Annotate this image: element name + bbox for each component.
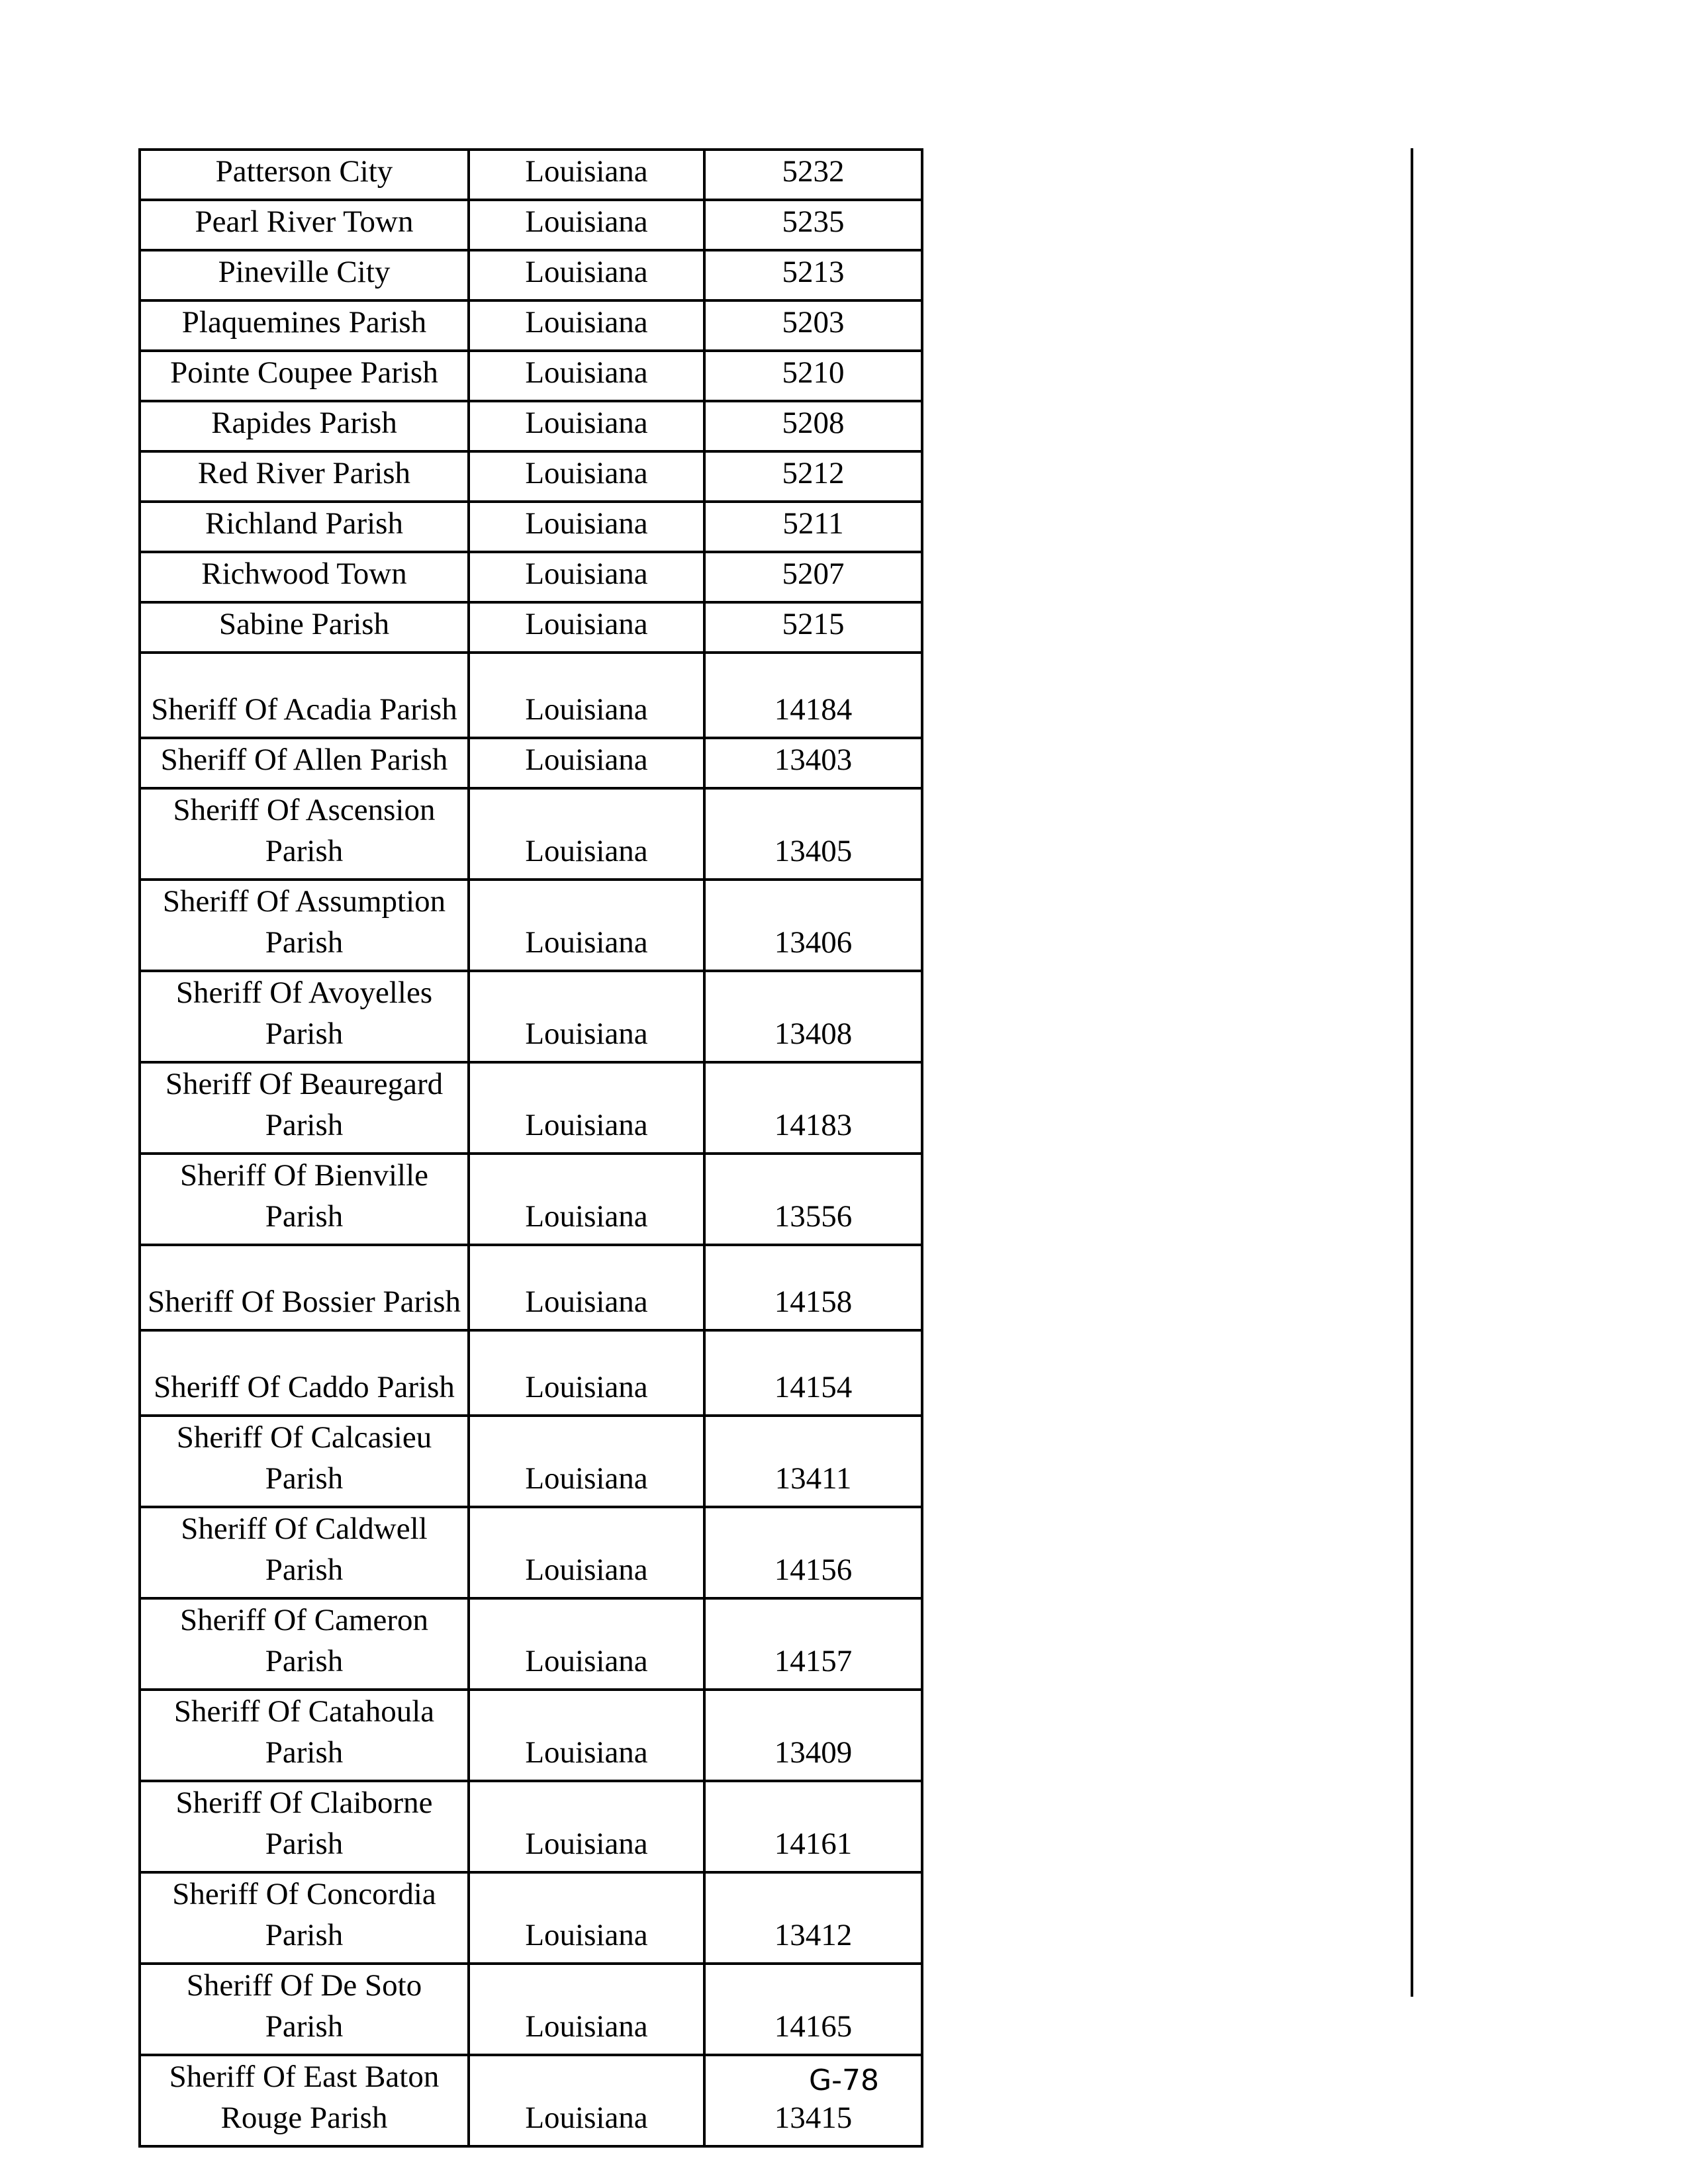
state-cell: Louisiana [469,1964,704,2055]
jurisdiction-name-cell: Pineville City [140,250,469,300]
jurisdiction-name-cell: Sheriff Of Concordia Parish [140,1872,469,1964]
state-cell: Louisiana [469,602,704,653]
jurisdiction-name-cell: Patterson City [140,150,469,200]
table-row [140,1690,922,1781]
code-cell: 14156 [704,1507,922,1598]
jurisdiction-name-cell: Sheriff Of Avoyelles Parish [140,971,469,1062]
jurisdiction-name-cell: Sheriff Of Allen Parish [140,738,469,788]
code-cell: 13556 [704,1154,922,1245]
code-cell: 13412 [704,1872,922,1964]
state-cell: Louisiana [469,1330,704,1416]
table-row [140,1598,922,1690]
table-row [140,1964,922,2055]
state-cell: Louisiana [469,1245,704,1330]
table-row [140,200,922,250]
code-cell: 14154 [704,1330,922,1416]
state-cell: Louisiana [469,1154,704,1245]
code-cell: 14158 [704,1245,922,1330]
jurisdiction-name-cell: Sheriff Of Assumption Parish [140,880,469,971]
jurisdiction-name-cell: Sheriff Of Catahoula Parish [140,1690,469,1781]
state-cell: Louisiana [469,738,704,788]
jurisdiction-name-cell: Sheriff Of Ascension Parish [140,788,469,880]
table-row [140,602,922,653]
code-cell: 5210 [704,351,922,401]
code-cell: 14184 [704,653,922,738]
table-row [140,1245,922,1330]
state-cell: Louisiana [469,1781,704,1872]
table-row [140,502,922,552]
code-cell: 14165 [704,1964,922,2055]
jurisdiction-name-cell: Sheriff Of Calcasieu Parish [140,1416,469,1507]
jurisdiction-name-cell: Red River Parish [140,451,469,502]
jurisdiction-name-cell: Sheriff Of Acadia Parish [140,653,469,738]
code-cell: 5208 [704,401,922,451]
jurisdiction-name-cell: Plaquemines Parish [140,300,469,351]
state-cell: Louisiana [469,788,704,880]
state-cell: Louisiana [469,1062,704,1154]
state-cell: Louisiana [469,150,704,200]
code-cell: 5212 [704,451,922,502]
table-row [140,788,922,880]
code-cell: 14161 [704,1781,922,1872]
code-cell: 13405 [704,788,922,880]
jurisdiction-name-cell: Sheriff Of Claiborne Parish [140,1781,469,1872]
state-cell: Louisiana [469,971,704,1062]
table-row [140,971,922,1062]
table-row [140,300,922,351]
state-cell: Louisiana [469,401,704,451]
code-cell: 13403 [704,738,922,788]
table-row [140,880,922,971]
state-cell: Louisiana [469,351,704,401]
table-row [140,150,922,200]
code-cell: 13415 [704,2055,922,2146]
jurisdiction-name-cell: Rapides Parish [140,401,469,451]
state-cell: Louisiana [469,451,704,502]
code-cell: 5203 [704,300,922,351]
state-cell: Louisiana [469,653,704,738]
jurisdiction-name-cell: Sheriff Of Bossier Parish [140,1245,469,1330]
jurisdiction-name-cell: Sabine Parish [140,602,469,653]
table-row [140,401,922,451]
code-cell: 5235 [704,200,922,250]
jurisdiction-table-body [140,150,922,2146]
state-cell: Louisiana [469,300,704,351]
jurisdiction-name-cell: Sheriff Of Caddo Parish [140,1330,469,1416]
state-cell: Louisiana [469,880,704,971]
state-cell: Louisiana [469,200,704,250]
code-cell: 13406 [704,880,922,971]
state-cell: Louisiana [469,1690,704,1781]
code-cell: 5215 [704,602,922,653]
table-row [140,653,922,738]
code-cell: 5211 [704,502,922,552]
jurisdiction-name-cell: Sheriff Of Cameron Parish [140,1598,469,1690]
state-cell: Louisiana [469,1507,704,1598]
jurisdiction-name-cell: Richland Parish [140,502,469,552]
table-row [140,552,922,602]
code-cell: 13409 [704,1690,922,1781]
table-row [140,738,922,788]
code-cell: 13411 [704,1416,922,1507]
table-row [140,1330,922,1416]
table-row [140,1781,922,1872]
table-row [140,351,922,401]
state-cell: Louisiana [469,1416,704,1507]
code-cell: 5232 [704,150,922,200]
table-row [140,1507,922,1598]
table-row [140,1416,922,1507]
state-cell: Louisiana [469,552,704,602]
jurisdiction-name-cell: Pointe Coupee Parish [140,351,469,401]
jurisdiction-name-cell: Sheriff Of Beauregard Parish [140,1062,469,1154]
page-number: G-78 [809,2064,879,2097]
jurisdiction-table [138,148,923,2148]
right-margin-rule [1411,148,1413,1997]
code-cell: 5213 [704,250,922,300]
table-row [140,451,922,502]
jurisdiction-name-cell: Sheriff Of East Baton Rouge Parish [140,2055,469,2146]
jurisdiction-name-cell: Sheriff Of Caldwell Parish [140,1507,469,1598]
table-row [140,1062,922,1154]
jurisdiction-name-cell: Pearl River Town [140,200,469,250]
state-cell: Louisiana [469,1598,704,1690]
state-cell: Louisiana [469,250,704,300]
code-cell: 14183 [704,1062,922,1154]
table-row [140,1872,922,1964]
table-row [140,1154,922,1245]
state-cell: Louisiana [469,502,704,552]
state-cell: Louisiana [469,2055,704,2146]
jurisdiction-name-cell: Richwood Town [140,552,469,602]
code-cell: 5207 [704,552,922,602]
jurisdiction-name-cell: Sheriff Of De Soto Parish [140,1964,469,2055]
table-row [140,250,922,300]
code-cell: 13408 [704,971,922,1062]
jurisdiction-name-cell: Sheriff Of Bienville Parish [140,1154,469,1245]
code-cell: 14157 [704,1598,922,1690]
state-cell: Louisiana [469,1872,704,1964]
